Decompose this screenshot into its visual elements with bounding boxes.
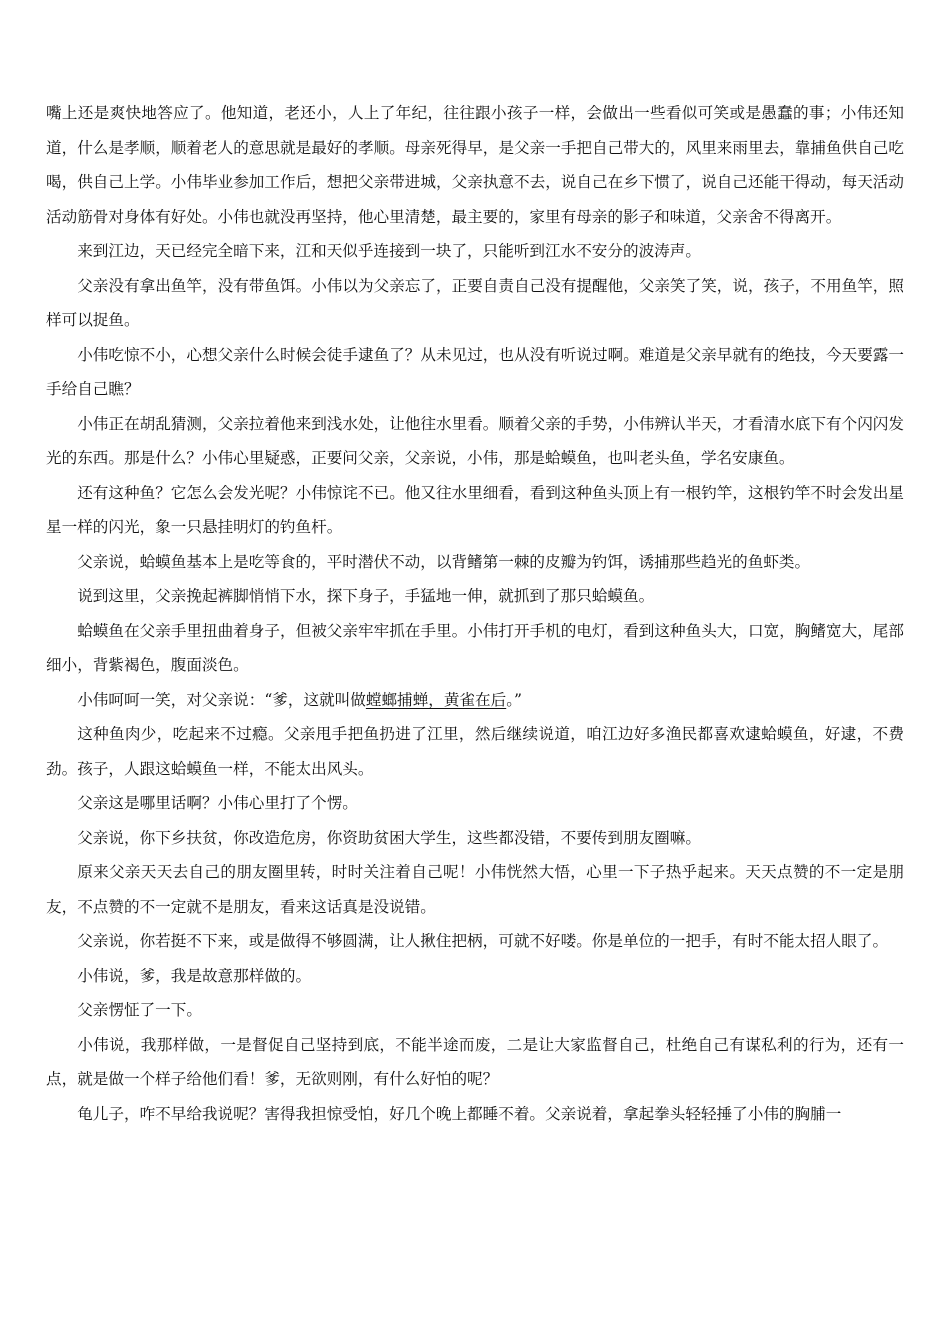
paragraph: 小伟说，我那样做，一是督促自己坚持到底，不能半途而废，二是让大家监督自己，杜绝自己有谋私利的行为，还有一点，就是做一个样子给他们看！爹，无欲则刚，有什么好怕的呢？ [46, 1035, 904, 1088]
paragraph: 父亲说，你下乡扶贫，你改造危房，你资助贫困大学生，这些都没错，不要传到朋友圈嘛。 [77, 828, 701, 847]
paragraph: 说到这里，父亲挽起裤脚悄悄下水，探下身子，手猛地一伸，就抓到了那只蛤蟆鱼。 [77, 587, 655, 605]
underlined-idiom: 螳螂捕蝉，黄雀在后 [365, 690, 507, 709]
paragraph: 龟儿子，咋不早给我说呢？害得我担惊受怕，好几个晚上都睡不着。父亲说着，拿起拳头轻轻捶了小伟的胸脯一 [77, 1104, 842, 1123]
paragraph: 小伟正在胡乱猜测，父亲拉着他来到浅水处，让他往水里看。顺着父亲的手势，小伟辨认半天，才看清水底下有个闪闪发光的东西。那是什么？小伟心里疑惑，正要问父亲，父亲说，小伟，那是蛤蟆鱼，也叫老头鱼，学名安康鱼。 [46, 414, 904, 467]
paragraph: 父亲愣怔了一下。 [77, 1001, 202, 1019]
paragraph: 父亲说，蛤蟆鱼基本上是吃等食的，平时潜伏不动，以背鳍第一棘的皮瓣为钓饵，诱捕那些趋光的鱼虾类。 [77, 552, 811, 571]
paragraph: 父亲这是哪里话啊？小伟心里打了个愣。 [77, 794, 358, 812]
story-text [46, 96, 904, 1131]
quote-paragraph [46, 683, 904, 718]
quote-lead: 小伟呵呵一笑，对父亲说：“爹，这就叫做 [77, 690, 366, 709]
paragraph: 父亲说，你若挺不下来，或是做得不够圆满，让人揪住把柄，可就不好喽。你是单位的一把手，有时不能太招人眼了。 [77, 932, 889, 950]
paragraph: 父亲没有拿出鱼竿，没有带鱼饵。小伟以为父亲忘了，正要自责自己没有提醒他，父亲笑了笑，说，孩子，不用鱼竿，照样可以捉鱼。 [46, 276, 904, 329]
paragraph: 蛤蟆鱼在父亲手里扭曲着身子，但被父亲牢牢抓在手里。小伟打开手机的电灯，看到这种鱼头大，口宽，胸鳍宽大，尾部细小，背紫褐色，腹面淡色。 [46, 621, 904, 674]
paragraph: 来到江边，天已经完全暗下来，江和天似乎连接到一块了，只能听到江水不安分的波涛声。 [77, 242, 701, 260]
paragraph-continued: 嘴上还是爽快地答应了。他知道，老还小，人上了年纪，往往跟小孩子一样，会做出一些看似可笑或是愚蠢的事；小伟还知道，什么是孝顺，顺着老人的意思就是最好的孝顺。母亲死得早，是父亲一手把自己带大的，风里来雨里去，靠捕鱼供自己吃喝，供自己上学。小伟毕业参加工作后，想把父亲带进城，父亲执意不去，说自己在乡下惯了，说自己还能干得动，每天活动活动筋骨对身体有好处。小伟也就没再坚持，他心里清楚，最主要的，家里有母亲的影子和味道，父亲舍不得离开。 [46, 104, 904, 226]
paragraph: 这种鱼肉少，吃起来不过瘾。父亲甩手把鱼扔进了江里，然后继续说道，咱江边好多渔民都喜欢逮蛤蟆鱼，好逮，不费劲。孩子，人跟这蛤蟆鱼一样，不能太出风头。 [46, 725, 904, 778]
paragraph: 小伟吃惊不小，心想父亲什么时候会徒手逮鱼了？从未见过，也从没有听说过啊。难道是父亲早就有的绝技，今天要露一手给自己瞧？ [46, 345, 904, 398]
paragraph: 还有这种鱼？它怎么会发光呢？小伟惊诧不已。他又往水里细看，看到这种鱼头顶上有一根钓竿，这根钓竿不时会发出星星一样的闪光，象一只悬挂明灯的钓鱼杆。 [46, 483, 904, 536]
quote-end: 。” [506, 690, 522, 709]
paragraph: 小伟说，爹，我是故意那样做的。 [77, 966, 312, 985]
paragraph: 原来父亲天天去自己的朋友圈里转，时时关注着自己呢！小伟恍然大悟，心里一下子热乎起来。天天点赞的不一定是朋友，不点赞的不一定就不是朋友，看来这话真是没说错。 [46, 863, 904, 916]
